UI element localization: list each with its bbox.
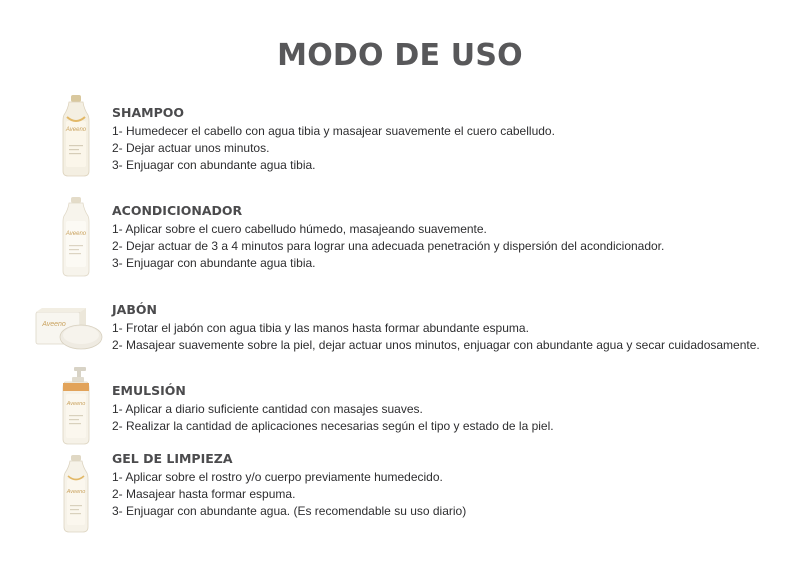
section-heading: SHAMPOO <box>112 105 184 120</box>
step-item: 1- Aplicar sobre el cuero cabelludo húmedo, masajeando suavemente. <box>112 222 487 236</box>
step-item: 1- Aplicar sobre el rostro y/o cuerpo previamente humedecido. <box>112 470 443 484</box>
conditioner-bottle-image <box>58 197 94 277</box>
brand-logo: Aveeno <box>65 231 87 237</box>
brand-logo: Aveeno <box>65 127 87 133</box>
section-heading: GEL DE LIMPIEZA <box>112 451 233 466</box>
steps-list <box>112 221 664 272</box>
step-item: 3- Enjuagar con abundante agua tibia. <box>112 158 316 172</box>
step-item: 1- Humedecer el cabello con agua tibia y masajear suavemente el cuero cabelludo. <box>112 124 555 138</box>
soap-bar-image <box>34 308 104 350</box>
step-item: 2- Masajear suavemente sobre la piel, dejar actuar unos minutos, enjuagar con abundante agua y secar cuidadosamente. <box>112 338 760 352</box>
steps-list <box>112 401 554 435</box>
section-heading: EMULSIÓN <box>112 383 186 398</box>
steps-list <box>112 320 760 354</box>
step-item: 1- Aplicar a diario suficiente cantidad con masajes suaves. <box>112 402 423 416</box>
cleansing-gel-bottle-image <box>60 455 92 533</box>
step-item: 2- Masajear hasta formar espuma. <box>112 487 296 501</box>
step-item: 2- Dejar actuar unos minutos. <box>112 141 270 155</box>
steps-list <box>112 123 555 174</box>
step-item: 3- Enjuagar con abundante agua tibia. <box>112 256 316 270</box>
step-item: 2- Dejar actuar de 3 a 4 minutos para lograr una adecuada penetración y dispersión del acondicionador. <box>112 239 665 253</box>
shampoo-bottle-image <box>58 95 94 177</box>
section-heading: JABÓN <box>112 302 157 317</box>
brand-logo: Aveeno <box>42 321 66 328</box>
emulsion-pump-bottle-image <box>60 367 92 445</box>
brand-logo: Aveeno <box>66 401 86 407</box>
step-item: 2- Realizar la cantidad de aplicaciones necesarias según el tipo y estado de la piel. <box>112 419 554 433</box>
step-item: 1- Frotar el jabón con agua tibia y las manos hasta formar abundante espuma. <box>112 321 529 335</box>
page-title: MODO DE USO <box>277 38 523 73</box>
steps-list <box>112 469 466 520</box>
brand-logo: Aveeno <box>66 489 86 495</box>
section-heading: ACONDICIONADOR <box>112 203 243 218</box>
step-item: 3- Enjuagar con abundante agua. (Es recomendable su uso diario) <box>112 504 467 518</box>
